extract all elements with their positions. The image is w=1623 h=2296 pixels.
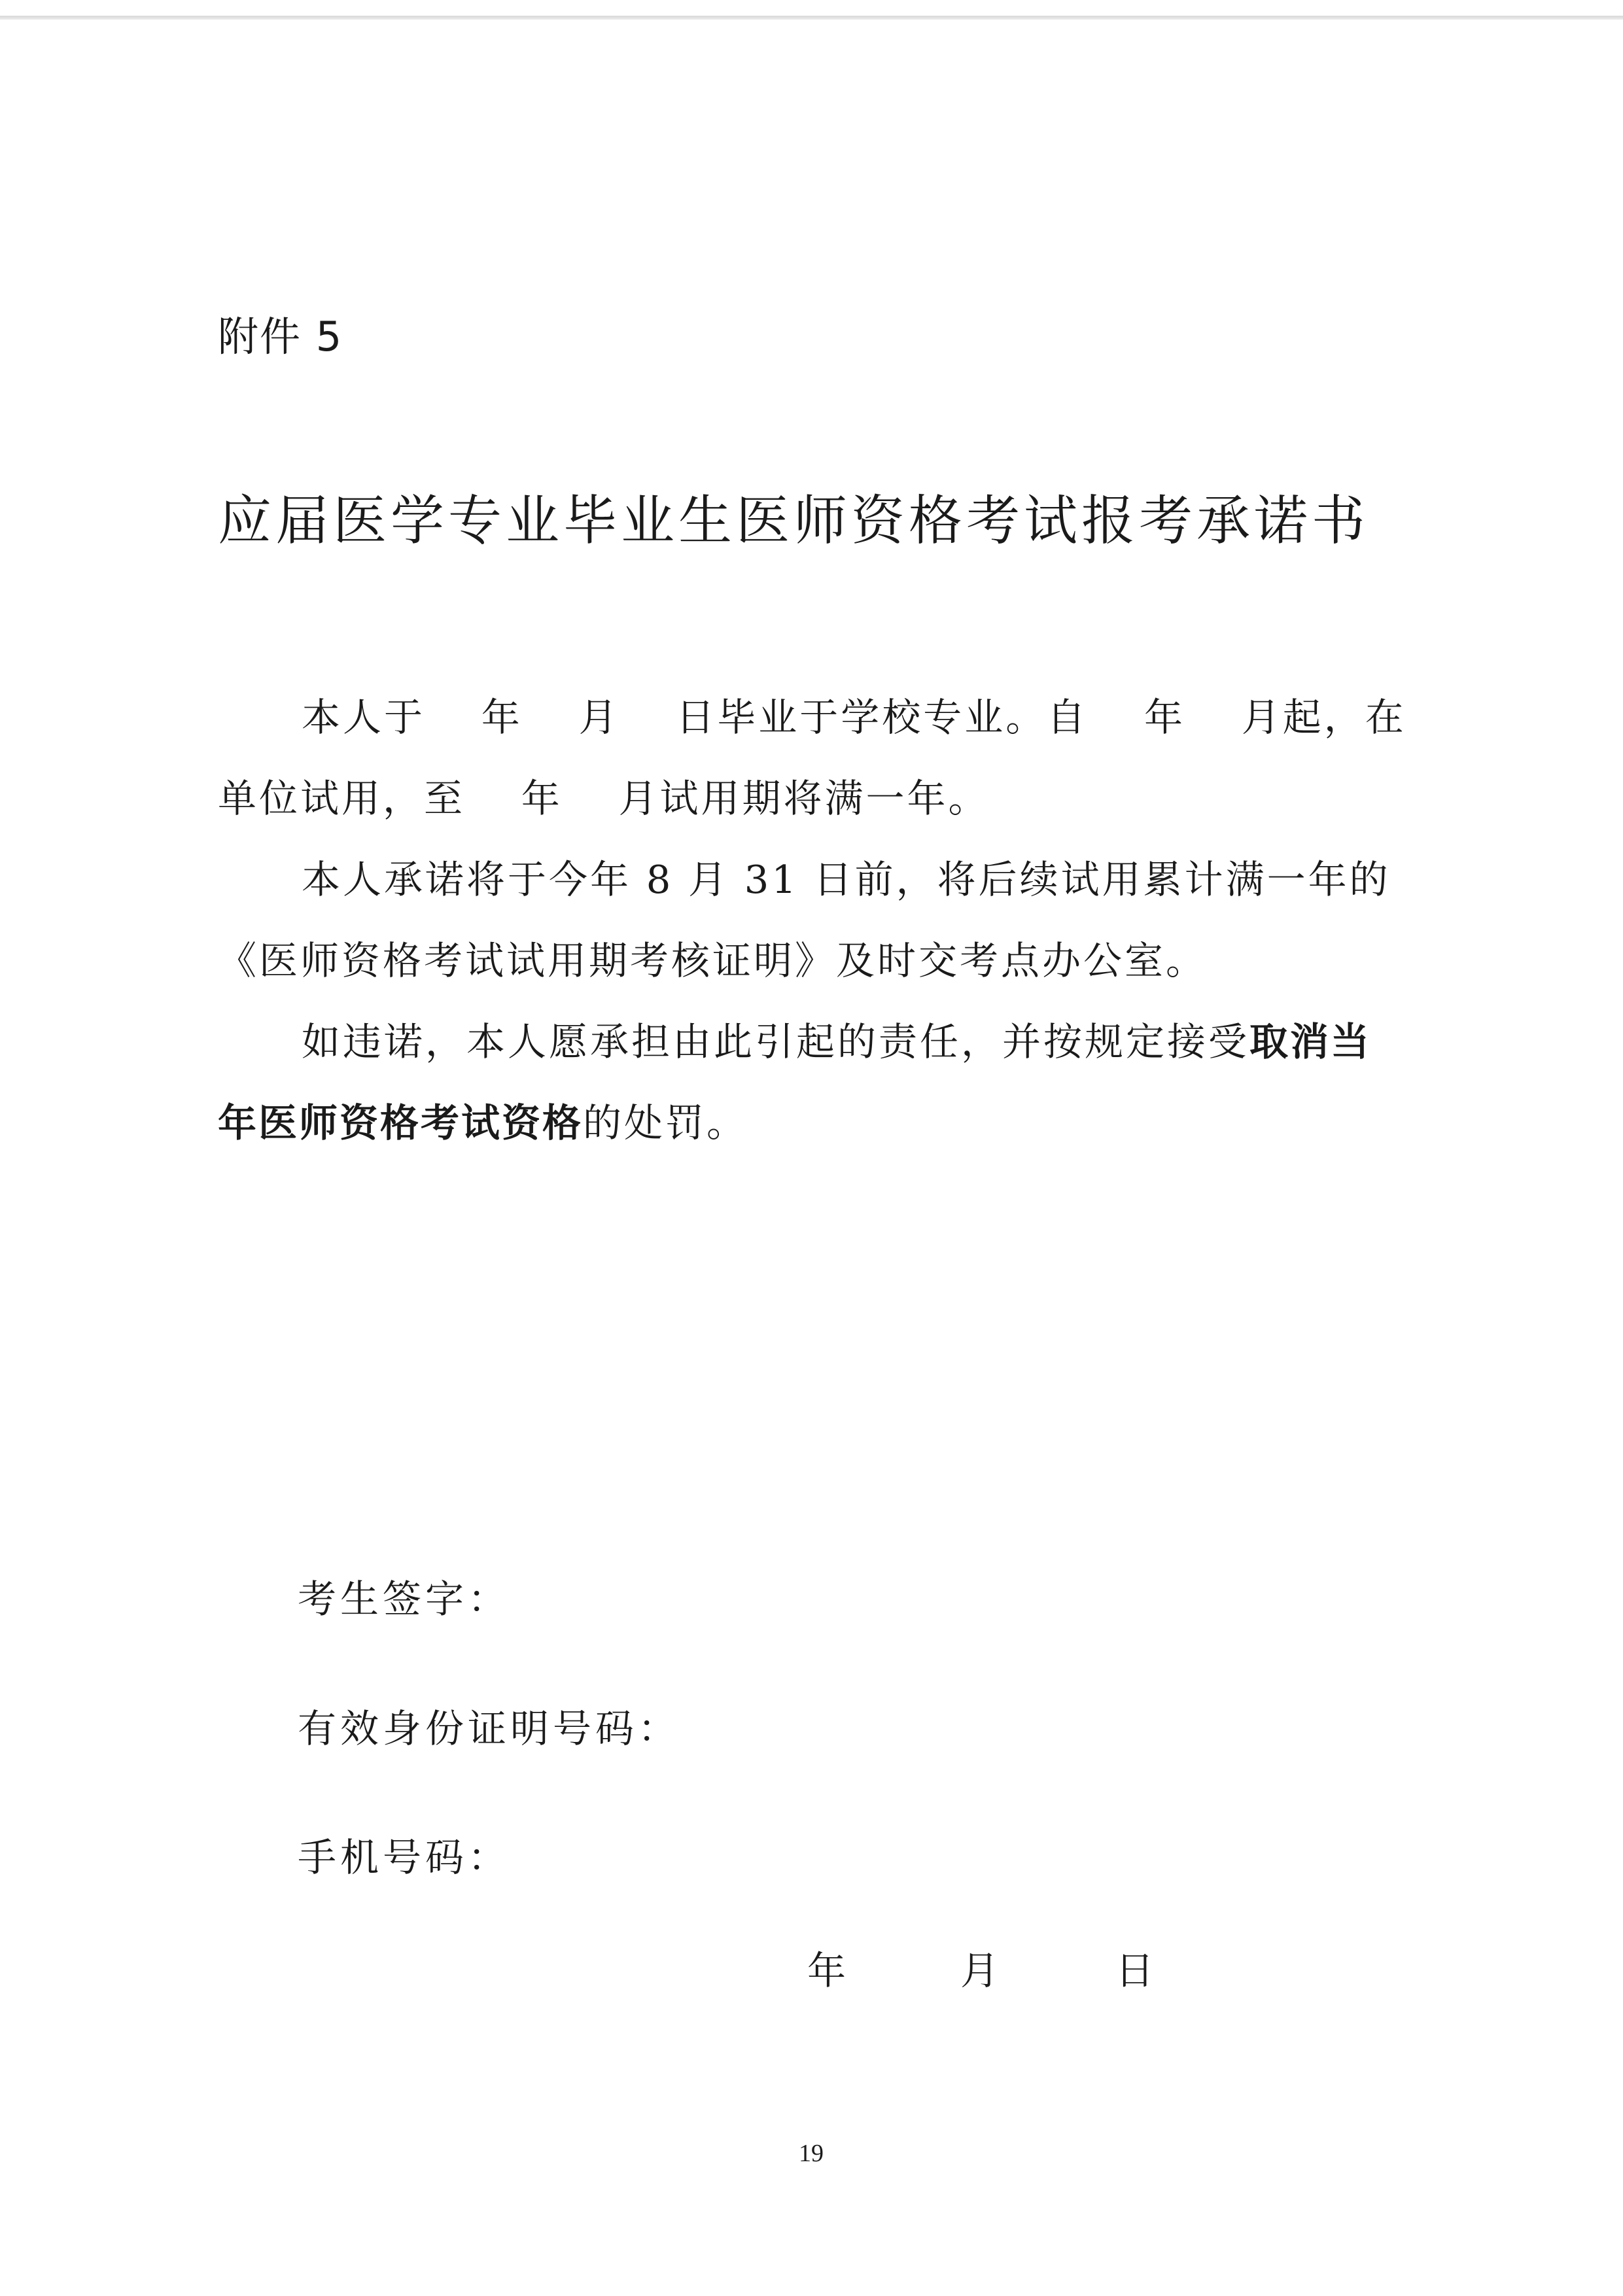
date-year: 年 [807, 1948, 846, 1993]
paragraph-3-line-2 [218, 1083, 1435, 1164]
date-day: 日 [1115, 1948, 1155, 1993]
paragraph-1-line-2: 单位试用，至 年 月试用期将满一年。 [218, 776, 990, 821]
paragraph-1-line-1: 本人于 年 月 日毕业于学校专业。自 年 月起，在 [302, 695, 1406, 740]
paragraph-3-line-1 [218, 1001, 1435, 1083]
page-number: 19 [799, 2140, 824, 2167]
date-month: 月 [960, 1948, 1000, 1993]
paragraph-2-line-2: 《医师资格考试试用期考核证明》及时交考点办公室。 [218, 938, 1208, 983]
scan-edge [0, 16, 1623, 20]
paragraph-3-bold-text: 取消当 [1249, 1019, 1372, 1064]
phone-number-label: 手机号码： [298, 1835, 511, 1880]
attachment-label: 附件 5 [218, 313, 343, 360]
id-number-label: 有效身份证明号码： [298, 1706, 681, 1751]
paragraph-2-line-1: 本人承诺将于今年 8 月 31 日前，将后续试用累计满一年的 [302, 857, 1391, 902]
paragraph-3-bold-text-continued: 年医师资格考试资格 [218, 1100, 584, 1145]
document-title: 应届医学专业毕业生医师资格考试报考承诺书 [218, 490, 1370, 552]
paragraph-3-tail-text: 的处罚。 [583, 1100, 748, 1145]
signature-label: 考生签字： [298, 1576, 511, 1622]
paragraph-3-normal-text: 如违诺，本人愿承担由此引起的责任，并按规定接受 [302, 1019, 1250, 1064]
